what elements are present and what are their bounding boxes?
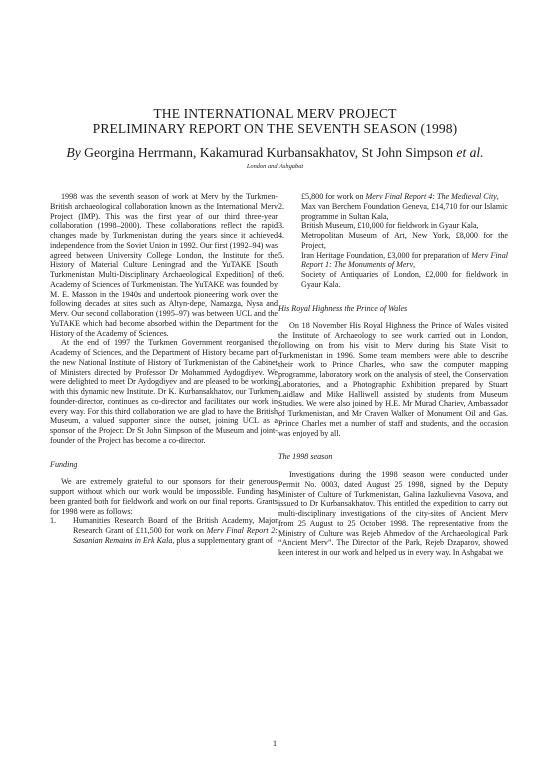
list-item	[278, 221, 508, 231]
affiliation: London and Ashgabat	[246, 163, 304, 170]
list-item-text: Max van Berchem Foundation Geneva, £14,710 for our Islamic programme in Sultan Kala,	[301, 201, 508, 221]
list-item-number: 4.	[278, 231, 285, 240]
author-names: Georgina Herrmann, Kakamurad Kurbansakhatov, St John Simpson	[84, 145, 453, 160]
list-item-text: Metropolitan Museum of Art, New York, £8,000 for the Project,	[301, 231, 508, 250]
list-item-number: 6.	[278, 270, 285, 279]
grants-list-continued	[278, 202, 508, 290]
list-item-text: £5,800 for work on	[301, 192, 366, 201]
list-item	[278, 251, 508, 271]
report-title: Merv Final Report 2: Sasanian Remains in Erk Kala	[73, 526, 279, 545]
left-column	[50, 192, 278, 546]
report-title: Merv Final Report 1: The Monuments of Merv	[301, 250, 508, 270]
list-item-number: 2.	[278, 201, 285, 211]
grant-1-continuation	[278, 192, 508, 202]
list-item	[278, 231, 508, 251]
list-item-number: 5.	[278, 250, 285, 260]
list-item-text: ,	[413, 260, 416, 270]
list-item-text: Humanities Research Board of the British Academy, Major Research Grant of £11,500 for work on	[73, 516, 278, 535]
title-line-2: PRELIMINARY REPORT ON THE SEVENTH SEASON (1998)	[92, 121, 458, 136]
et-al: et al.	[456, 145, 484, 160]
prince-heading: His Royal Highness the Prince of Wales	[278, 303, 408, 313]
list-item-text: , plus a supplementary grant of	[172, 535, 273, 545]
by-label: By	[66, 145, 81, 160]
list-item	[278, 270, 508, 290]
page-number: 1	[272, 738, 278, 748]
list-item	[50, 516, 278, 545]
title-line-1: THE INTERNATIONAL MERV PROJECT	[153, 106, 397, 121]
right-column	[278, 192, 508, 558]
grants-list-start	[50, 516, 278, 545]
prince-paragraph: On 18 November His Royal Highness the Prince of Wales visited the Institute of Archaeology to see work carried out in London, following on from his visit to Merv during his State Visit to Turkmenistan in 1996. Some team members were able to describe their work to Prince Charles, who saw the computer mapping programme, laboratory work on the analysis of steel, the Conservation Laboratories, and a Photographic Exhibition prepared by Stuart Laidlaw and Mike Halliwell assisted by students from Museum Studies. We were also joined by H.E. Mr Murad Chariev, Ambassador of Turkmenistan, and Mr Craven Walker of Monument Oil and Gas. Prince Charles met a number of staff and students, and the occasion was enjoyed by all.	[278, 321, 508, 438]
funding-paragraph: We are extremely grateful to our sponsors for their generous support without which our work would be impossible. Funding has been granted both for fieldwork and work on our final reports. Grants for 1998 were as follows:	[50, 477, 278, 516]
season-paragraph: Investigations during the 1998 season were conducted under Permit No. 0003, dated August 25 1998, signed by the Deputy Minister of Culture of Turkmenistan, Galina Iazkulievna Vasova, and issued to Dr Kurbansakhatov. This entitled the expedition to carry out multi-disciplinary investigations of the city-sites of Ancient Merv from 25 August to 25 October 1998. The representative from the Ministry of Culture was Rejeb Ahmedov of the Archaeological Park “Ancient Merv”. The Director of the Park, Rejeb Dzaparov, showed keen interest in our work and helped us in every way. In Ashgabat we	[278, 470, 508, 557]
list-item-number: 3.	[278, 221, 285, 231]
list-item-text: Society of Antiquaries of London, £2,000 for fieldwork in Gyaur Kala.	[301, 270, 508, 289]
season-heading: The 1998 season	[278, 452, 333, 462]
list-item-text: Iran Heritage Foundation, £3,000 for preparation of	[301, 250, 472, 260]
report-title: Merv Final Report 4: The Medieval City	[365, 192, 497, 201]
history-paragraph: At the end of 1997 the Turkmen Government reorganised the Academy of Sciences, and the Department of History became part of the new National Institute of History of Turkmenistan of the Cabinet of Ministers directed by Professor Dr Mohammed Aydogdiyev. We were delighted to meet Dr Aydogdiyev and are pleased to be working with this dynamic new Institute. Dr K. Kurbansakhatov, our Turkmen founder-director, continues as co-director and facilitates our work in every way. For this third collaboration we are glad to have the British Museum, a valued supporter since the outset, joining UCL as a sponsor of the Project: Dr St John Simpson of the Museum and joint-founder of the Project has become a co-director.	[50, 338, 278, 445]
author-line	[0, 145, 550, 160]
list-item	[278, 202, 508, 222]
list-item-text: British Museum, £10,000 for fieldwork in Gyaur Kala,	[301, 221, 479, 231]
article-title	[0, 106, 550, 136]
intro-paragraph: 1998 was the seventh season of work at Merv by the Turkmen-British archaeological collaboration known as the International Merv Project (IMP). This was the first year of our third three-year collaboration (1998–2000). These collaborations reflect the rapid changes made by Turkmenistan during the years since it achieved independence from the Soviet Union in 1992. Our first (1992–94) was agreed between University College London, the Institute for the History of Material Culture Leningrad and the YuTAKE [South Turkmenistan Multi-Disciplinary Archaeological Expedition] of the Academy of Sciences of Turkmenistan. The YuTAKE was founded by M. E. Masson in the 1940s and undertook pioneering work over the following decades at sites such as Altyn-depe, Namazga, Nysa and Merv. Our second collaboration (1995–97) was between UCL and the YuTAKE which had become absorbed within the Department for the History of the Academy of Sciences.	[50, 192, 278, 338]
list-item-number: 1.	[50, 516, 57, 526]
funding-heading: Funding	[50, 459, 78, 469]
list-item-text: ,	[496, 192, 499, 201]
